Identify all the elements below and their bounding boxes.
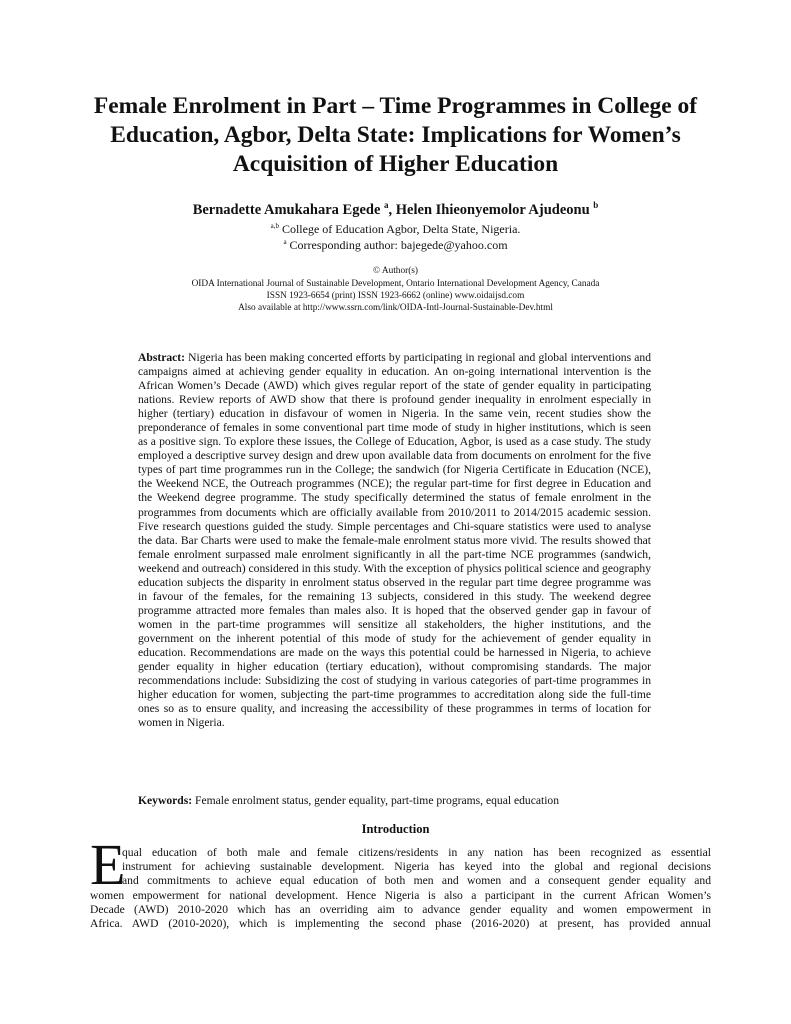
title-line: Acquisition of Higher Education <box>232 151 559 177</box>
affiliation-superscript: a,b <box>270 222 279 230</box>
drop-cap: E <box>90 832 126 897</box>
section-heading-introduction: Introduction <box>361 822 430 836</box>
author-superscript: b <box>593 200 599 210</box>
corresponding-text: Corresponding author: bajegede@yahoo.com <box>289 238 508 252</box>
journal-name: OIDA International Journal of Sustainable Development, Ontario International Development Agency, Canada <box>191 279 600 289</box>
author-superscript: a <box>384 200 389 210</box>
intro-line: and commitments to achieve equal education of both men and women and a consequent gender equality and <box>122 874 711 888</box>
intro-line: Decade (AWD) 2010-2020 which has an overriding aim to advance gender equality and women empowerment in <box>90 902 711 916</box>
corresponding-author <box>0 238 791 253</box>
author-line <box>0 200 791 219</box>
introduction-paragraph <box>90 846 711 931</box>
copyright-notice: © Author(s) <box>372 266 419 276</box>
intro-line: qual education of both male and female citizens/residents in any nation has been recognized as essential <box>122 846 711 859</box>
abstract-label: Abstract: <box>138 351 186 364</box>
keywords-label: Keywords: <box>138 794 193 807</box>
ssrn-link: Also available at http://www.ssrn.com/link/OIDA-Intl-Journal-Sustainable-Dev.html <box>238 303 553 313</box>
author-name: Bernadette Amukahara Egede <box>192 201 381 218</box>
intro-line: instrument for achieving sustainable development. Nigeria has keyed into the global and regional decisions <box>122 860 711 874</box>
intro-line: Africa. AWD (2010-2020), which is implementing the second phase (2016-2020) at present, has provided annual <box>90 917 711 931</box>
corresponding-superscript: a <box>283 238 287 246</box>
paper-title <box>70 92 721 179</box>
title-line: Education, Agbor, Delta State: Implications for Women’s <box>110 122 681 148</box>
keywords-text: Female enrolment status, gender equality, part-time programs, equal education <box>195 794 560 807</box>
author-separator: , <box>388 201 396 218</box>
affiliation-text: College of Education Agbor, Delta State, Nigeria. <box>281 222 521 236</box>
title-line: Female Enrolment in Part – Time Programmes in College of <box>93 93 698 119</box>
keywords <box>138 794 651 808</box>
abstract-text: Nigeria has been making concerted efforts by participating in regional and global interventions and campaigns aimed at achieving gender equality in education. An on-going international intervention is the African Women’s Decade (AWD) which gives regular report of the state of gender equality in participating nations. Review reports of AWD show that there is profound gender inequality in enrolment especially in higher (tertiary) education in disfavour of women in Nigeria. In the same vein, recent studies show the preponderance of females in some conventional part time mode of study in higher institutions, which is seen as a positive sign. To explore these issues, the College of Education, Agbor, is used as a case study. The study employed a descriptive survey design and drew upon available data from documents on enrolment for the five types of part time programmes run in the College; the sandwich (for Nigeria Certificate in Education (NCE), the Weekend NCE, the Outreach programmes (NCE); the regular part-time for first degree in Education and the Weekend degree programme. The study specifically determined the status of female enrolment in the programmes from documents which are officially available from 2010/2011 to 2014/2015 academic session. Five research questions guided the study. Simple percentages and Chi-square statistics were used to analyse the data. Bar Charts were used to make the female-male enrolment status more vivid. The results showed that female enrolment surpassed male enrolment significantly in all the part-time NCE programmes (sandwich, weekend and outreach) considered in this study. With the exception of physics political science and geography education subjects the disparity in enrolment status observed in the regular part time degree programme was in favour of the females, for the remaining 13 subjects, considered in this study. The weekend degree programme attracted more females than males also. It is hoped that the observed gender gap in favour of women in the part-time programmes will sensitize all stakeholders, the higher institutions, and the government on the inherent potential of this mode of study for the achievement of gender equality in education. Recommendations are made on the ways this potential could be harnessed in Nigeria, to achieve gender equality in higher education (tertiary education), without compromising standards. The major recommendations include: Subsidizing the cost of studying in various categories of part-time programmes in higher education for women, subjecting the part-time programmes to accreditation along side the full-time ones so as to ensure quality, and increasing the accessibility of these programmes in terms of location for women in Nigeria. <box>138 351 651 730</box>
abstract <box>138 351 651 730</box>
intro-line: women empowerment for national development. Hence Nigeria is also a participant in the current African Women’s <box>90 888 711 902</box>
affiliation <box>0 222 791 237</box>
issn-line: ISSN 1923-6654 (print) ISSN 1923-6662 (online) www.oidaijsd.com <box>266 291 525 301</box>
author-name: Helen Ihieonyemolor Ajudeonu <box>395 201 590 218</box>
